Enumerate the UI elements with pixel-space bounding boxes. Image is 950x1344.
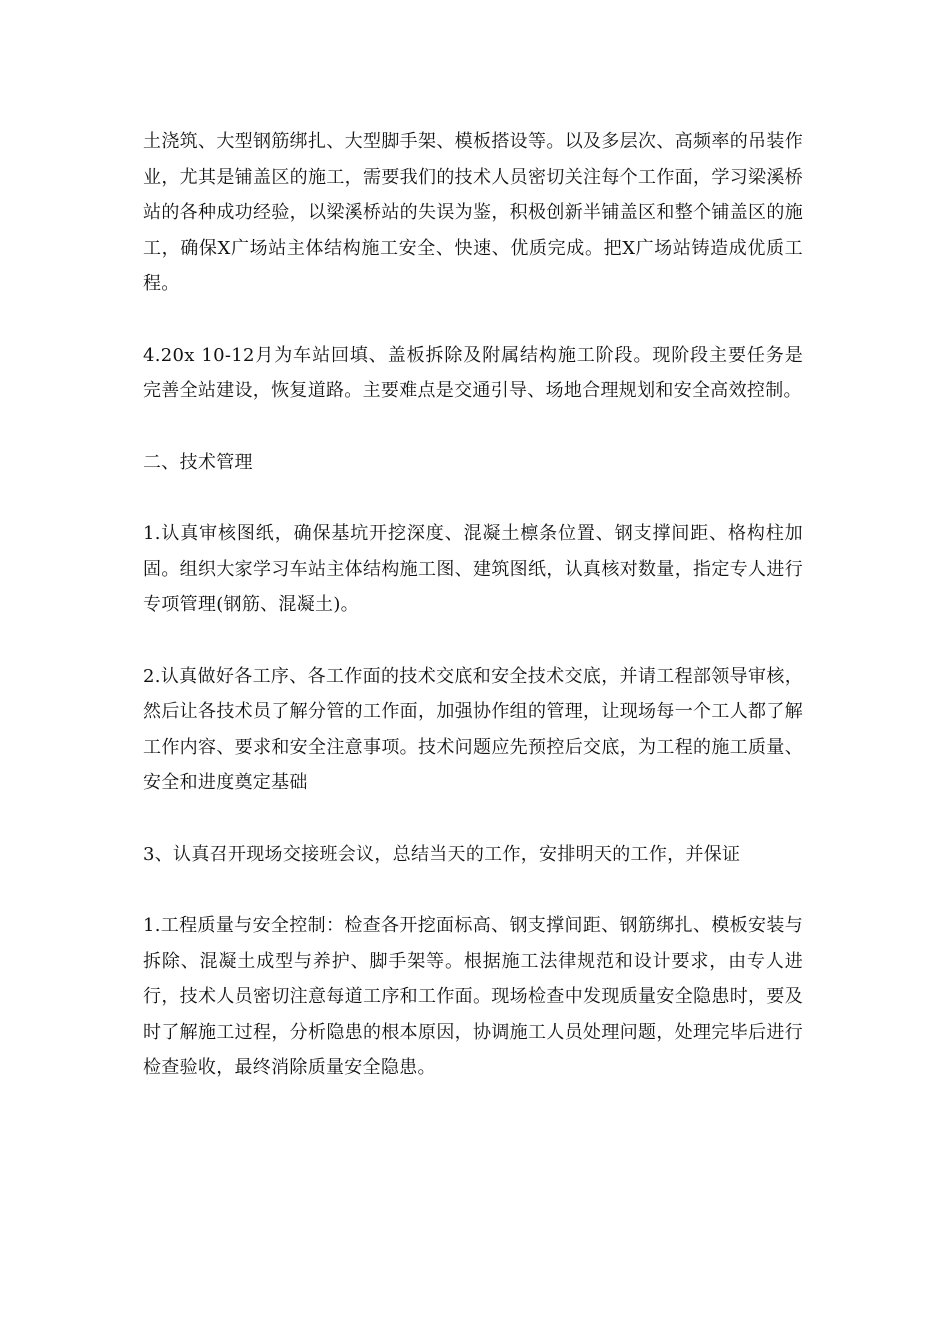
section-heading-technical-management: 二、技术管理 bbox=[143, 451, 253, 473]
document-body bbox=[143, 124, 803, 1122]
paragraph-construction-phase-3: 土浇筑、大型钢筋绑扎、大型脚手架、模板搭设等。以及多层次、高频率的吊装作业，尤其是铺盖区的施工，需要我们的技术人员密切关注每个工作面，学习梁溪桥站的各种成功经验，以梁溪桥站的失误为鉴，积极创新半铺盖区和整个铺盖区的施工，确保X广场站主体结构施工安全、快速、优质完成。把X广场站铸造成优质工程。 bbox=[143, 131, 803, 294]
paragraph-shift-meeting: 3、认真召开现场交接班会议，总结当天的工作，安排明天的工作，并保证 bbox=[143, 843, 741, 865]
paragraph-construction-phase-4: 4.20x 10-12月为车站回填、盖板拆除及附属结构施工阶段。现阶段主要任务是完善全站建设，恢复道路。主要难点是交通引导、场地合理规划和安全高效控制。 bbox=[143, 344, 803, 401]
paragraph-drawing-review: 1.认真审核图纸，确保基坑开挖深度、混凝土檩条位置、钢支撑间距、格构柱加固。组织大家学习车站主体结构施工图、建筑图纸，认真核对数量，指定专人进行专项管理(钢筋、混凝土)。 bbox=[143, 523, 803, 615]
paragraph-technical-briefing: 2.认真做好各工序、各工作面的技术交底和安全技术交底，并请工程部领导审核，然后让各技术员了解分管的工作面，加强协作组的管理，让现场每一个工人都了解工作内容、要求和安全注意事项。技术问题应先预控后交底，为工程的施工质量、安全和进度奠定基础 bbox=[143, 665, 803, 793]
paragraph-quality-safety-control: 1.工程质量与安全控制：检查各开挖面标高、钢支撑间距、钢筋绑扎、模板安装与拆除、混凝土成型与养护、脚手架等。根据施工法律规范和设计要求，由专人进行，技术人员密切注意每道工序和工作面。现场检查中发现质量安全隐患时，要及时了解施工过程，分析隐患的根本原因，协调施工人员处理问题，处理完毕后进行检查验收，最终消除质量安全隐患。 bbox=[143, 915, 803, 1078]
